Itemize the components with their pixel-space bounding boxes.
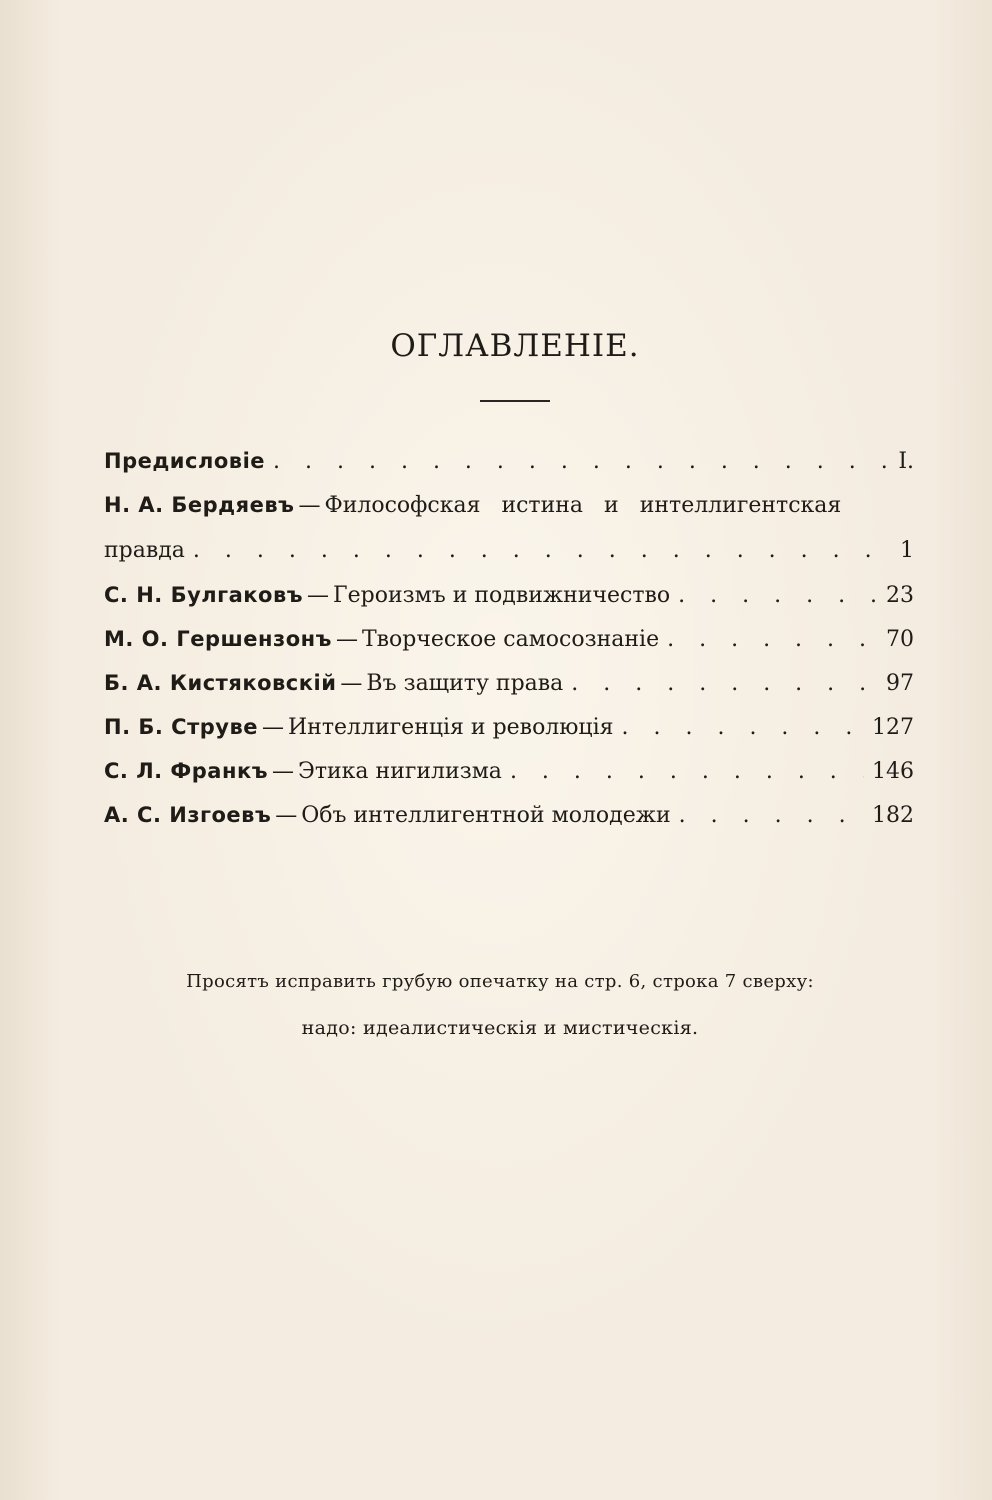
toc-entry-bulgakov[interactable] bbox=[104, 578, 914, 622]
toc-entry-title: Этика нигилизма bbox=[298, 759, 502, 784]
toc-page-number: 146 bbox=[872, 759, 914, 784]
dot-leader bbox=[510, 755, 864, 789]
toc-page-number: 97 bbox=[886, 671, 914, 696]
title-divider bbox=[480, 400, 550, 402]
toc-entry-title: Объ интеллигентной молодежи bbox=[301, 803, 671, 828]
toc-entry-berdyaev[interactable] bbox=[104, 488, 914, 534]
toc-entry-author: П. Б. Струве bbox=[104, 715, 258, 739]
toc-entry-author: М. О. Гершензонъ bbox=[104, 627, 332, 651]
toc-entry-title: правда bbox=[104, 538, 185, 563]
toc-entry-izgoev[interactable] bbox=[104, 798, 914, 842]
errata-note: Просятъ исправить грубую опечатку на стр. 6, строка 7 сверху: bbox=[186, 971, 814, 992]
toc-dash: — bbox=[340, 671, 363, 696]
toc-entry-author: Н. А. Бердяевъ bbox=[104, 493, 295, 517]
toc-dash: — bbox=[335, 627, 358, 652]
dot-leader bbox=[622, 711, 865, 745]
toc-entry-author: С. Л. Франкъ bbox=[104, 759, 269, 783]
toc-page-number: 182 bbox=[872, 803, 914, 828]
toc-entry-title: Творческое самосознаніе bbox=[361, 627, 660, 652]
toc-dash: — bbox=[272, 759, 295, 784]
toc-entry-preface[interactable] bbox=[104, 444, 914, 488]
toc-entry-title: Философская истина и интеллигентская bbox=[324, 493, 842, 518]
toc-entry-author: А. С. Изгоевъ bbox=[104, 803, 272, 827]
toc-entry-gershenzon[interactable] bbox=[104, 622, 914, 666]
dot-leader bbox=[571, 667, 878, 701]
dot-leader bbox=[273, 445, 890, 479]
toc-entry-author: Б. А. Кистяковскій bbox=[104, 671, 337, 695]
page-title: ОГЛАВЛЕНІЕ. bbox=[390, 328, 640, 364]
toc-entry-frank[interactable] bbox=[104, 754, 914, 798]
toc-page-number: 23 bbox=[886, 583, 914, 608]
dot-leader bbox=[678, 579, 878, 613]
dot-leader bbox=[193, 534, 892, 568]
toc-entry-kistyakovsky[interactable] bbox=[104, 666, 914, 710]
toc-dash: — bbox=[307, 583, 330, 608]
toc-dash: — bbox=[298, 493, 321, 518]
toc-entry-title: Въ защиту права bbox=[366, 671, 564, 696]
toc-entry-berdyaev-continued[interactable] bbox=[104, 534, 914, 578]
toc-entry-title: Героизмъ и подвижничество bbox=[333, 583, 671, 608]
toc-dash: — bbox=[275, 803, 298, 828]
table-of-contents bbox=[104, 444, 914, 842]
dot-leader bbox=[667, 623, 878, 657]
toc-page-number: 1 bbox=[900, 538, 914, 563]
errata-correction: надо: идеалистическія и мистическія. bbox=[301, 1017, 699, 1039]
toc-entry-title: Интеллигенція и революція bbox=[288, 715, 614, 740]
toc-dash: — bbox=[262, 715, 284, 740]
toc-page-number: I. bbox=[898, 449, 914, 474]
toc-entry-author: С. Н. Булгаковъ bbox=[104, 583, 304, 607]
toc-entry-struve[interactable] bbox=[104, 710, 914, 754]
dot-leader bbox=[679, 799, 864, 833]
toc-entry-title: Предисловіе bbox=[104, 449, 266, 473]
toc-page-number: 70 bbox=[886, 627, 914, 652]
toc-page-number: 127 bbox=[872, 715, 914, 740]
